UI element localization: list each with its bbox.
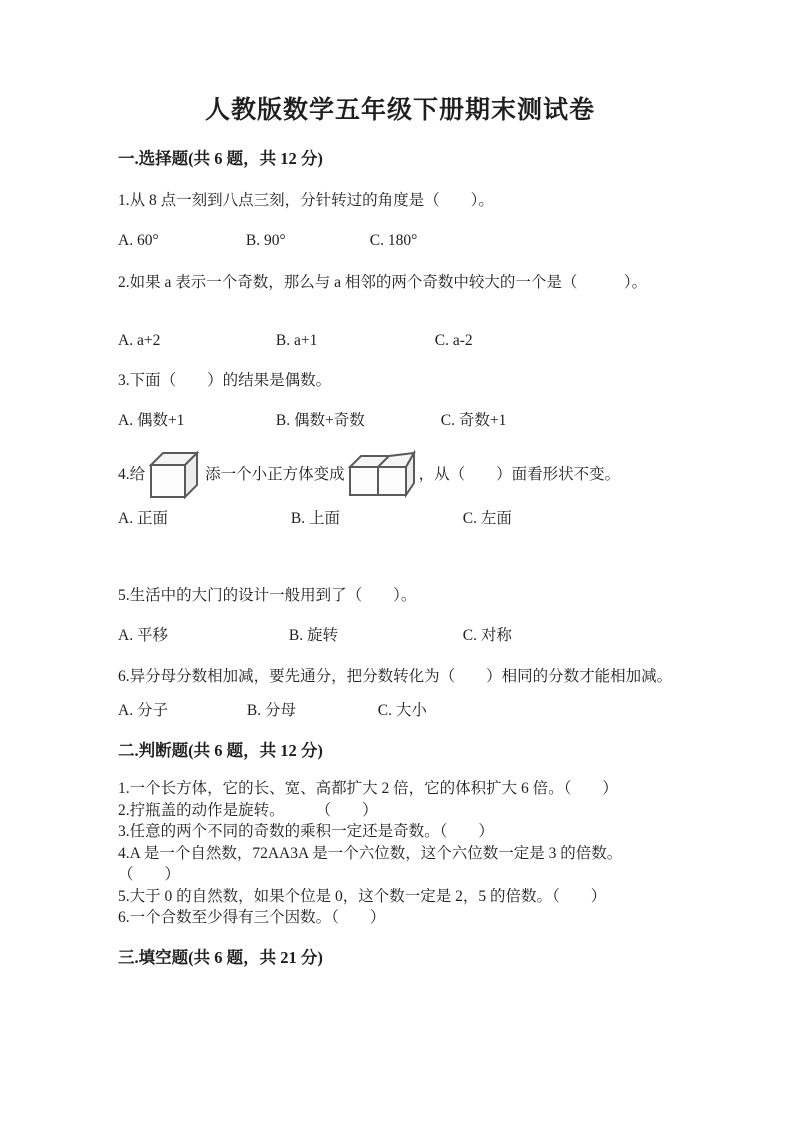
option-c-label: C. 对称 [462,627,512,644]
option-c-label: C. 大小 [377,702,427,719]
choice-question-4 [118,447,696,503]
judge-item-2: 2.拧瓶盖的动作是旋转。 （ ） [118,801,378,819]
question-4-suffix: ，从（ ）面看形状不变。 [418,466,621,483]
choice-question-6: 6.异分母分数相加减，要先通分，把分数转化为（ ）相同的分数才能相加减。 [118,668,673,685]
choice-question-2-options [118,330,696,352]
option-b-label: B. 上面 [290,510,340,527]
option-c-label: C. 左面 [462,510,512,527]
option-c-label: C. 奇数+1 [440,412,507,429]
section-heading-judge: 二.判断题(共 6 题，共 12 分) [118,741,323,760]
question-4-prefix: 4.给 [118,466,146,483]
option-a-label: A. a+2 [118,332,161,349]
option-a-label: A. 正面 [118,510,168,527]
paper-content [118,148,696,969]
two-cubes-figure [348,449,416,501]
judge-items [118,778,696,929]
option-b-label: B. 偶数+奇数 [275,412,365,429]
option-a-label: A. 分子 [118,702,168,719]
option-b-label: B. a+1 [275,332,318,349]
choice-question-3-options [118,410,696,432]
choice-question-5-options [118,625,696,647]
choice-question-3: 3.下面（ ）的结果是偶数。 [118,372,332,389]
choice-question-4-options [118,508,696,530]
single-cube-figure [148,450,202,500]
option-a-label: A. 平移 [118,627,168,644]
page-title: 人教版数学五年级下册期末测试卷 [204,97,595,124]
option-a-label: A. 60° [118,232,159,249]
option-c-label: C. a-2 [434,332,473,349]
choice-question-2: 2.如果 a 表示一个奇数，那么与 a 相邻的两个奇数中较大的一个是（ ）。 [118,274,648,291]
choice-question-6-options [118,700,696,722]
judge-item-4-blank: （ ） [118,866,181,883]
question-4-middle: 添一个小正方体变成 [205,466,345,483]
judge-item-3: 3.任意的两个不同的奇数的乘积一定还是奇数。（ ） [118,823,494,840]
choice-question-1: 1.从 8 点一刻到八点三刻，分针转过的角度是（ ）。 [118,192,494,209]
judge-item-5: 5.大于 0 的自然数，如果个位是 0，这个数一定是 2，5 的倍数。（ ） [118,887,607,905]
choice-question-5: 5.生活中的大门的设计一般用到了（ ）。 [118,587,417,604]
option-b-label: B. 分母 [246,702,296,719]
judge-item-1: 1.一个长方体，它的长、宽、高都扩大 2 倍，它的体积扩大 6 倍。（ ） [118,780,618,797]
option-b-label: B. 90° [245,232,286,249]
option-b-label: B. 旋转 [288,627,338,644]
choice-question-1-options [118,230,696,252]
judge-item-4: 4.A 是一个自然数，72AA3A 是一个六位数，这个六位数一定是 3 的倍数。 [118,844,623,862]
section-heading-choice: 一.选择题(共 6 题，共 12 分) [118,149,323,168]
section-heading-fill: 三.填空题(共 6 题，共 21 分) [118,947,323,967]
option-c-label: C. 180° [369,232,418,249]
judge-item-6: 6.一个合数至少得有三个因数。（ ） [118,909,386,926]
option-a-label: A. 偶数+1 [118,412,185,429]
